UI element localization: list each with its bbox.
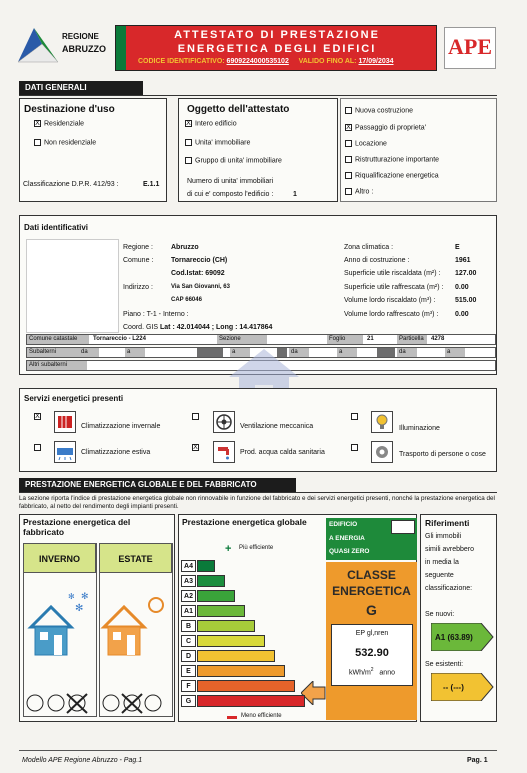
building-photo-placeholder bbox=[26, 239, 119, 333]
ape-logo-text: APE bbox=[448, 34, 492, 59]
riferimenti-box bbox=[420, 514, 497, 722]
ep-unit: kWh/m bbox=[349, 669, 371, 677]
riqualificazione-option[interactable] bbox=[345, 172, 439, 179]
riferimenti-text-3: in media la bbox=[425, 559, 459, 566]
sub-a-1: a bbox=[125, 348, 145, 357]
fabbricato-box bbox=[19, 514, 175, 722]
sup-raff-value: 0.00 bbox=[455, 284, 469, 291]
ristrutturazione-label: Ristrutturazione importante bbox=[355, 156, 440, 164]
vol-risc-label: Volume lordo riscaldato (m³) : bbox=[344, 297, 436, 304]
riqualificazione-checkbox[interactable] bbox=[345, 172, 352, 179]
trasporto-label: Trasporto di persone o cose bbox=[399, 451, 486, 458]
nuovi-label: Se nuovi: bbox=[425, 611, 455, 618]
residenziale-option[interactable] bbox=[34, 120, 84, 127]
comune-label: Comune : bbox=[123, 257, 154, 264]
anno-label: Anno di costruzione : bbox=[344, 257, 410, 264]
acqua-item[interactable] bbox=[192, 444, 202, 451]
ep-label: EP gl,nren bbox=[355, 630, 389, 637]
catasto-particella-label: Particella bbox=[397, 335, 427, 344]
servizi-box bbox=[19, 388, 497, 472]
sup-risc-value: 127.00 bbox=[455, 270, 477, 277]
illuminazione-label: Illuminazione bbox=[399, 425, 440, 432]
catasto-comune-value: Tornareccio - L224 bbox=[93, 336, 146, 342]
nuovi-value: A1 (63.89) bbox=[435, 633, 473, 642]
energy-class-label-a1: A1 bbox=[181, 605, 196, 617]
footer-left: Modello APE Regione Abruzzo - Pag.1 bbox=[22, 757, 143, 764]
zona-value: E bbox=[455, 244, 460, 251]
nuova-costruzione-option[interactable] bbox=[345, 107, 413, 114]
estate-rating-faces bbox=[101, 692, 171, 714]
energy-class-label-a4: A4 bbox=[181, 560, 196, 572]
prestazione-header: PRESTAZIONE ENERGETICA GLOBALE E DEL FABBRICATO bbox=[19, 478, 296, 492]
gis-label: Coord. GIS : bbox=[123, 324, 162, 331]
svg-text:✻: ✻ bbox=[81, 591, 89, 601]
air-conditioner-icon bbox=[54, 441, 76, 463]
catasto-sezione-label: Sezione bbox=[217, 335, 267, 344]
hot-water-tap-icon bbox=[213, 441, 235, 463]
catasto-foglio-label: Foglio bbox=[327, 335, 363, 344]
prestazione-intro: La sezione riporta l'indice di prestazione energetica globale non rinnovabile in funzione del fabbricato e dei servizi energetici presenti, nonché la prestazione energetica del fabbricato, al netto del rendimento degli impianti presenti. bbox=[19, 495, 495, 510]
sub-da-2: da bbox=[289, 348, 309, 357]
comune-value: Tornareccio (CH) bbox=[171, 257, 228, 264]
energy-class-label-g: G bbox=[181, 695, 196, 707]
lightbulb-icon bbox=[371, 411, 393, 433]
ristrutturazione-checkbox[interactable] bbox=[345, 156, 352, 163]
header-title-line1: ATTESTATO DI PRESTAZIONE bbox=[174, 29, 380, 41]
riferimenti-title: Riferimenti bbox=[425, 518, 470, 528]
region-name-2: ABRUZZO bbox=[62, 44, 106, 54]
elevator-gear-icon bbox=[371, 441, 393, 463]
altro-checkbox[interactable] bbox=[345, 188, 352, 195]
energy-class-label-f: F bbox=[181, 680, 196, 692]
energy-class-label-d: D bbox=[181, 650, 196, 662]
svg-text:✻: ✻ bbox=[68, 592, 75, 601]
destinazione-title: Destinazione d'uso bbox=[24, 104, 115, 115]
locazione-label: Locazione bbox=[355, 140, 387, 148]
energy-class-bar-f bbox=[197, 680, 295, 692]
motivazione-box bbox=[340, 98, 497, 202]
ep-unit-end: anno bbox=[379, 669, 395, 677]
vol-raff-value: 0.00 bbox=[455, 311, 469, 318]
intero-edificio-option[interactable] bbox=[185, 120, 237, 127]
sub-a-3: a bbox=[337, 348, 357, 357]
intero-edificio-label: Intero edificio bbox=[195, 120, 237, 128]
radiator-icon bbox=[54, 411, 76, 433]
indirizzo-value: Via San Giovanni, 63 bbox=[171, 284, 230, 290]
header-title-line2: ENERGETICA DEGLI EDIFICI bbox=[177, 43, 377, 55]
indirizzo-label: Indirizzo : bbox=[123, 284, 153, 291]
code-label: CODICE IDENTIFICATIVO: bbox=[138, 58, 225, 65]
regione-value: Abruzzo bbox=[171, 244, 199, 251]
altri-subalterni-label: Altri subalterni bbox=[27, 361, 87, 370]
energy-class-bar-d bbox=[197, 650, 275, 662]
destinazione-box bbox=[19, 98, 167, 202]
estate-label: ESTATE bbox=[99, 543, 172, 573]
winter-house-icon bbox=[25, 587, 95, 667]
ep-unit-sup: 2 bbox=[370, 667, 374, 673]
energy-class-bar-a1 bbox=[197, 605, 245, 617]
minus-icon bbox=[227, 716, 237, 719]
riqualificazione-label: Riqualificazione energetica bbox=[355, 172, 439, 180]
valid-label: VALIDO FINO AL: bbox=[298, 58, 357, 65]
non-residenziale-label: Non residenziale bbox=[44, 139, 97, 147]
identificativi-title: Dati identificativi bbox=[24, 223, 89, 232]
residenziale-checkbox[interactable]: X bbox=[35, 120, 40, 127]
sup-raff-label: Superficie utile raffrescata (m²) : bbox=[344, 284, 444, 291]
clima-inv-checkbox[interactable]: X bbox=[35, 413, 40, 420]
unita-immobiliare-option[interactable] bbox=[185, 139, 250, 146]
nzeb-checkbox[interactable] bbox=[391, 520, 415, 534]
illuminazione-item[interactable] bbox=[351, 413, 361, 420]
energy-class-bar-c bbox=[197, 635, 265, 647]
acqua-checkbox[interactable]: X bbox=[193, 444, 198, 451]
trasporto-checkbox[interactable] bbox=[351, 444, 358, 451]
svg-text:✻: ✻ bbox=[75, 603, 84, 614]
clima-est-item[interactable] bbox=[34, 444, 44, 451]
footer-page: Pag. 1 bbox=[467, 757, 488, 764]
istat-value: Cod.Istat: 69092 bbox=[171, 270, 225, 277]
subalterni-label: Subalterni bbox=[27, 348, 79, 357]
energy-class-label-a3: A3 bbox=[181, 575, 196, 587]
classificazione-value: E.1.1 bbox=[143, 181, 160, 188]
sub-da-3: da bbox=[397, 348, 417, 357]
energy-class-bar-a4 bbox=[197, 560, 215, 572]
sub-a-4: a bbox=[445, 348, 465, 357]
ape-logo bbox=[444, 27, 496, 69]
globale-box bbox=[178, 514, 417, 722]
sup-risc-label: Superficie utile riscaldata (m²) : bbox=[344, 270, 441, 277]
classe-energetica-box bbox=[326, 562, 417, 720]
nuova-costruzione-label: Nuova costruzione bbox=[355, 107, 413, 115]
dati-generali-header: DATI GENERALI bbox=[19, 81, 143, 95]
sub-a-2: a bbox=[230, 348, 250, 357]
zona-label: Zona climatica : bbox=[344, 244, 394, 251]
locazione-option[interactable] bbox=[345, 140, 387, 147]
esistenti-label: Se esistenti: bbox=[425, 661, 464, 668]
cap-value: CAP 66046 bbox=[171, 297, 202, 303]
gruppo-unita-label: Gruppo di unita' immobiliare bbox=[195, 157, 282, 165]
nzeb-line3: QUASI ZERO bbox=[329, 548, 370, 555]
ventilazione-checkbox[interactable] bbox=[192, 413, 199, 420]
energy-class-bar-b bbox=[197, 620, 255, 632]
passaggio-label: Passaggio di proprieta' bbox=[355, 124, 426, 132]
sub-da-1: da bbox=[79, 348, 99, 357]
energy-class-bar-a2 bbox=[197, 590, 235, 602]
esistenti-value: -- (---) bbox=[443, 683, 464, 692]
ristrutturazione-option[interactable] bbox=[345, 156, 439, 163]
numero-unita-value: 1 bbox=[293, 191, 297, 198]
region-logo-icon bbox=[14, 22, 62, 67]
gruppo-unita-option[interactable] bbox=[185, 157, 282, 164]
anno-value: 1961 bbox=[455, 257, 471, 264]
energy-class-label-a2: A2 bbox=[181, 590, 196, 602]
gruppo-unita-checkbox[interactable] bbox=[185, 157, 192, 164]
riferimenti-text-1: Gli immobili bbox=[425, 533, 462, 540]
gis-value: Lat : 42.014044 ; Long : 14.417864 bbox=[160, 324, 273, 331]
catasto-particella-value: 4278 bbox=[431, 336, 445, 342]
illuminazione-checkbox[interactable] bbox=[351, 413, 358, 420]
catasto-row-1 bbox=[26, 334, 496, 345]
piu-efficiente-label: Più efficiente bbox=[239, 545, 274, 551]
passaggio-checkbox[interactable]: X bbox=[346, 124, 351, 131]
energy-class-bar-g bbox=[197, 695, 305, 707]
energy-class-label-c: C bbox=[181, 635, 196, 647]
catasto-comune-label: Comune catastale bbox=[27, 335, 89, 344]
clima-est-checkbox[interactable] bbox=[34, 444, 41, 451]
oggetto-title: Oggetto dell'attestato bbox=[187, 104, 290, 115]
nuova-costruzione-checkbox[interactable] bbox=[345, 107, 352, 114]
classe-line1: CLASSE bbox=[347, 568, 396, 582]
inverno-rating-faces bbox=[25, 692, 95, 714]
unita-immobiliare-checkbox[interactable] bbox=[185, 139, 192, 146]
ventilazione-item[interactable] bbox=[192, 413, 202, 420]
fan-icon bbox=[213, 411, 235, 433]
riferimenti-text-2: simili avrebbero bbox=[425, 546, 475, 553]
clima-inv-label: Climatizzazione invernale bbox=[81, 423, 161, 430]
clima-est-label: Climatizzazione estiva bbox=[81, 449, 151, 456]
energy-class-label-b: B bbox=[181, 620, 196, 632]
valid-value: 17/09/2034 bbox=[358, 58, 394, 65]
classe-value: G bbox=[366, 602, 377, 618]
numero-unita-label-2: di cui e' composto l'edificio : bbox=[187, 191, 274, 198]
piano-label: Piano : T-1 - Interno : bbox=[123, 311, 189, 318]
riferimenti-text-5: classificazione: bbox=[425, 585, 473, 592]
ventilazione-label: Ventilazione meccanica bbox=[240, 423, 314, 430]
altro-option[interactable] bbox=[345, 188, 373, 195]
globale-title: Prestazione energetica globale bbox=[182, 517, 307, 527]
trasporto-item[interactable] bbox=[351, 444, 361, 451]
header-title-banner bbox=[115, 25, 437, 71]
code-value: 6909224000535102 bbox=[226, 58, 289, 65]
passaggio-option[interactable] bbox=[345, 124, 426, 131]
residenziale-label: Residenziale bbox=[44, 120, 85, 128]
fabbricato-title: Prestazione energetica del fabbricato bbox=[23, 517, 131, 537]
clima-inv-item[interactable] bbox=[34, 413, 44, 420]
energy-class-bar-a3 bbox=[197, 575, 225, 587]
vol-raff-label: Volume lordo raffrescato (m³) : bbox=[344, 311, 439, 318]
classificazione-label: Classificazione D.P.R. 412/93 : bbox=[23, 181, 119, 188]
region-logo bbox=[14, 22, 109, 67]
oggetto-box bbox=[178, 98, 338, 202]
acqua-label: Prod. acqua calda sanitaria bbox=[240, 449, 325, 456]
servizi-title: Servizi energetici presenti bbox=[24, 394, 124, 403]
energy-class-label-e: E bbox=[181, 665, 196, 677]
inverno-label: INVERNO bbox=[23, 543, 96, 573]
riferimenti-text-4: seguente bbox=[425, 572, 454, 579]
nzeb-line2: A ENERGIA bbox=[329, 535, 365, 542]
unita-immobiliare-label: Unita' immobiliare bbox=[195, 139, 251, 147]
meno-efficiente-label: Meno efficiente bbox=[241, 713, 282, 719]
non-residenziale-option[interactable] bbox=[34, 139, 96, 146]
ep-box bbox=[331, 624, 413, 686]
altro-label: Altro : bbox=[355, 188, 374, 196]
region-name-1: REGIONE bbox=[62, 32, 99, 41]
energy-class-bar-e bbox=[197, 665, 285, 677]
intero-edificio-checkbox[interactable]: X bbox=[186, 120, 191, 127]
summer-house-icon bbox=[100, 587, 170, 667]
ep-value: 532.90 bbox=[355, 647, 389, 659]
nzeb-line1: EDIFICIO bbox=[329, 521, 358, 528]
numero-unita-label-1: Numero di unita' immobiliari bbox=[187, 178, 274, 185]
classe-line2: ENERGETICA bbox=[332, 584, 411, 598]
vol-risc-value: 515.00 bbox=[455, 297, 477, 304]
plus-icon: + bbox=[225, 543, 232, 555]
regione-label: Regione : bbox=[123, 244, 153, 251]
locazione-checkbox[interactable] bbox=[345, 140, 352, 147]
catasto-foglio-value: 21 bbox=[367, 336, 374, 342]
nzeb-box bbox=[326, 518, 417, 560]
non-residenziale-checkbox[interactable] bbox=[34, 139, 41, 146]
